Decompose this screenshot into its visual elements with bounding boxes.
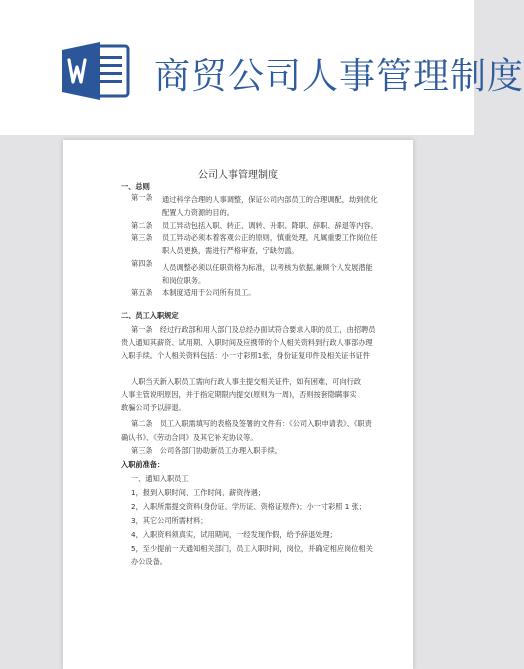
banner (0, 0, 524, 135)
article-text: 配置人力资源的目的。 (162, 208, 234, 217)
article-text: 通过科学合理的人事调整，保证公司内部员工的合理调配，劫到优化 (162, 195, 378, 204)
list-item: 办公设备。 (131, 557, 167, 566)
subsection-heading: 入职前准备： (121, 460, 165, 469)
paragraph-line: 贵人通知其薪资、试用期、入职时间及应携带的个人相关资料到行政人事部办理 (121, 338, 373, 347)
paragraph-line: 第二条 员工入职需填写的表格及签署的文件有：《公司入职申请表》、《职责 (131, 419, 372, 428)
article-text: 本制度适用于公司所有员工。 (162, 288, 256, 297)
paragraph-line: 人职当天新入职员工需向行政人事主提交相关证件，如有困难，可向行政 (131, 377, 362, 386)
paragraph-line: 人事主管说明原因，并于指定期限内提交(原则为一周)，否则按套隐瞒事实 (121, 390, 357, 399)
page-title: 公司人事管理制度 (198, 170, 278, 181)
article-text: 员工异动包括入职、转正、调转、升职、降职、辞职、辞退等内容。 (162, 221, 378, 230)
article-text: 和岗位职务。 (162, 276, 206, 285)
article-text: 人员调整必须以任职资格为标准，以考核为依据,兼顾个人发展潜能 (162, 263, 373, 272)
word-app-icon (62, 42, 130, 100)
article-text: 职人员更换，需进行严格审查，宁缺勿滥。 (162, 246, 299, 255)
list-item: 1，报到入职时间、工作时间、薪资待遇； (131, 488, 265, 497)
list-item: 5，至少提前一天通知相关部门，员工入职时间，岗位，并确定相应岗位相关 (131, 544, 373, 553)
section-heading: 二、员工入职规定 (121, 311, 179, 320)
article-number: 第四条 (131, 259, 153, 268)
paragraph-line: 第三条 公司各部门协助新员工办理入职手续。 (131, 446, 282, 455)
article-number: 第二条 (131, 221, 153, 230)
article-number: 第三条 (131, 233, 153, 242)
paragraph-line: 入职手续。个人相关资料包括：小一寸彩照1张，身份证复印件及相关证书证件 (121, 351, 370, 360)
article-text: 员工异动必须本着客观公正的原则，慎重处理，凡属重要工作岗位任 (162, 233, 378, 242)
document-page (63, 140, 413, 669)
list-item: 4，入职资料须真实，试用期间，一经发现作假，给予辞退处理； (131, 530, 337, 539)
section-heading: 一、总则 (121, 182, 150, 191)
paragraph-line: 确认书》、《劳动合同》及其它补充协议等。 (121, 433, 258, 442)
list-item: 2，入职所需提交资料(身份证、学历证、资格证原件)；小一寸彩照 1 张； (131, 502, 366, 511)
document-title-banner: 商贸公司人事管理制度 (154, 56, 524, 97)
list-item: 3，其它公司所需材料； (131, 516, 208, 525)
paragraph-line: 第一条 经过行政部和用人部门及总经办面试符合要求入职的员工，由招聘员 (131, 325, 376, 334)
article-number: 第一条 (131, 193, 153, 202)
article-number: 第五条 (131, 288, 153, 297)
paragraph-line: 敢骗公司予以辞退。 (121, 403, 186, 412)
list-item: 一、通知入职员工 (131, 474, 189, 483)
